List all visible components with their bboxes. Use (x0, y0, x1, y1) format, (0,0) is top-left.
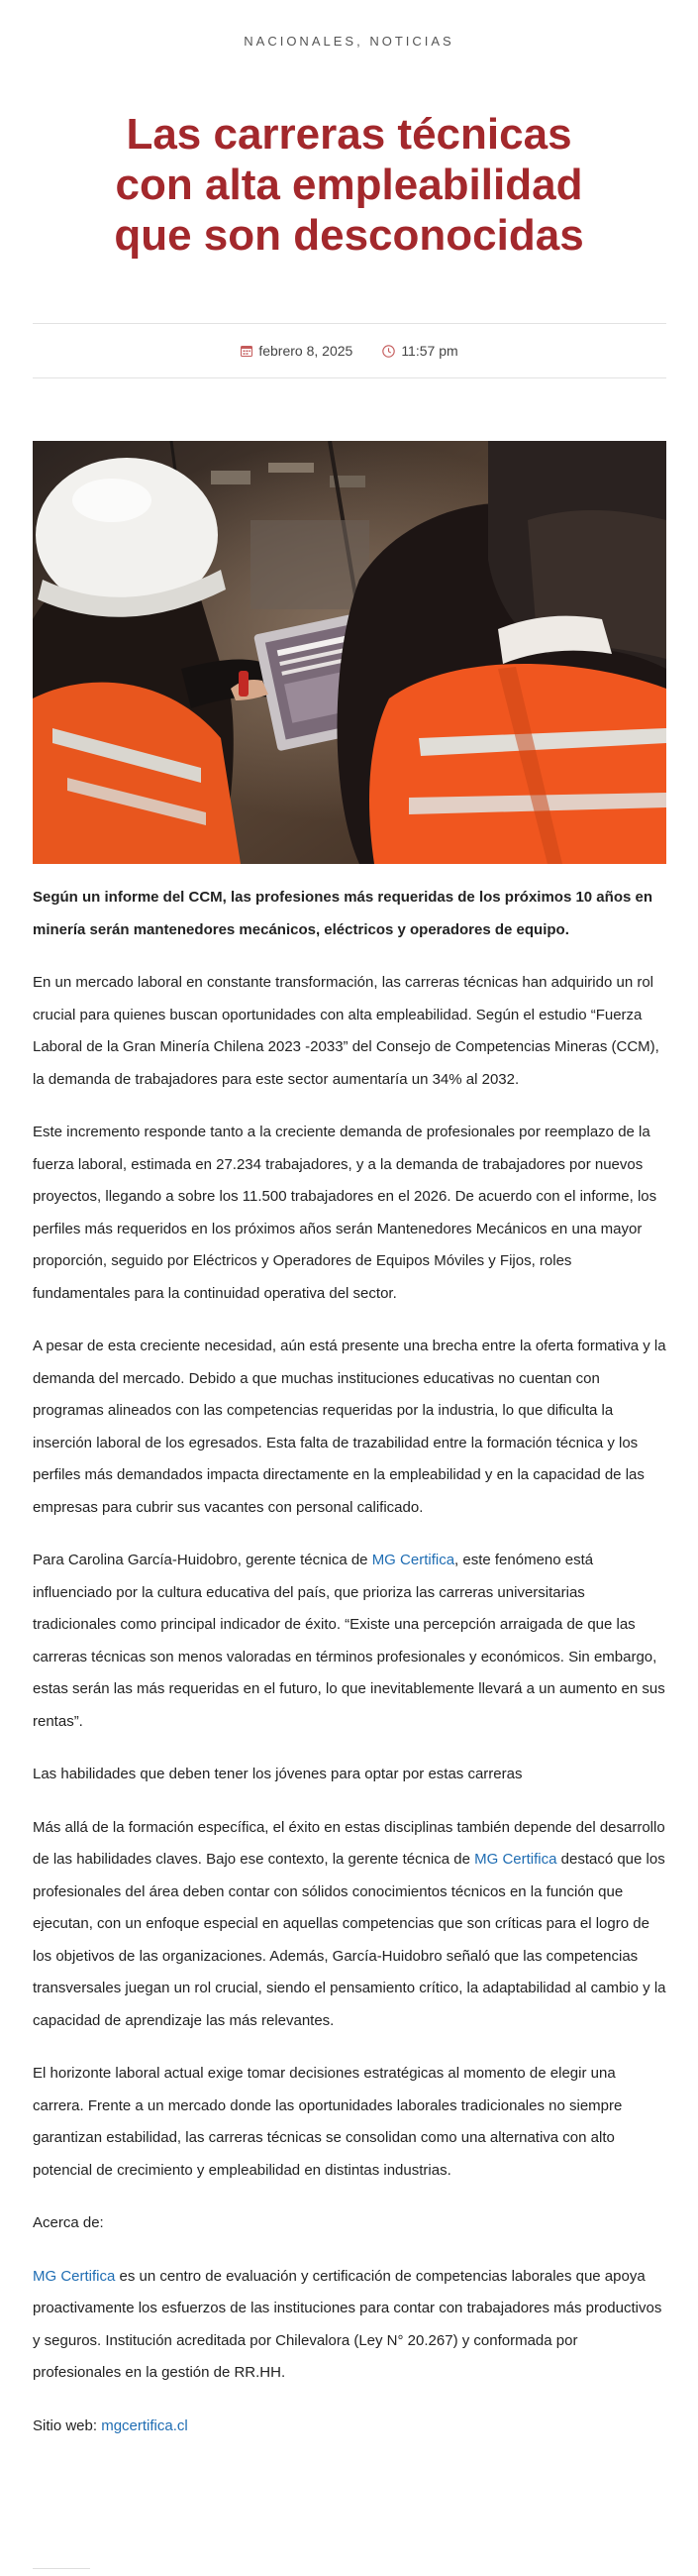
about-text: es un centro de evaluación y certificación de competencias laborales que apoya proactivamente los esfuerzos de las instituciones para contar con trabajadores más productivos y seguros. Institución acreditada por Chilevalora (Ley N° 20.267) y conformada por profesionales en la gestión de RR.HH. (33, 2267, 662, 2381)
article-body (33, 882, 666, 2463)
hero-image (33, 441, 666, 864)
calendar-icon (241, 345, 252, 357)
paragraph-4 (33, 1545, 666, 1738)
paragraph-5-text-b: destacó que los profesionales del área deben contar con sólidos conocimientos técnicos en la función que ejecutan, con un enfoque especial en aquellas competencias que son críticas para el logro de los objetivos de las organizaciones. Además, García-Huidobro señaló que las competencias transversales juegan un rol crucial, siendo el pensamiento crítico, la adaptabilidad al cambio y la capacidad de aprendizaje las más relevantes. (33, 1851, 666, 2029)
paragraph-6: El horizonte laboral actual exige tomar decisiones estratégicas al momento de elegir una carrera. Frente a un mercado donde las oportunidades laborales tradicionales no siempre garantizan estabilidad, las carreras técnicas se consolidan como una alternativa con alto potencial de crecimiento y empleabilidad en distintas industrias. (33, 2065, 623, 2179)
category-list (0, 34, 698, 49)
category-link-nacionales[interactable]: NACIONALES (244, 34, 357, 49)
mg-certifica-link-2[interactable]: MG Certifica (474, 1851, 557, 1868)
section-subheading: Las habilidades que deben tener los jóvenes para optar por estas carreras (33, 1766, 523, 1782)
article-lead: Según un informe del CCM, las profesiones más requeridas de los próximos 10 años en minería serán mantenedores mecánicos, eléctricos y operadores de equipo. (33, 889, 652, 938)
website-link[interactable]: mgcertifica.cl (101, 2416, 188, 2434)
post-time (382, 343, 457, 359)
footer-divider (33, 2568, 90, 2569)
post-meta (33, 323, 666, 378)
website-label: Sitio web: (33, 2416, 102, 2434)
about-paragraph (33, 2261, 666, 2390)
about-label: Acerca de: (33, 2214, 104, 2231)
category-link-noticias[interactable]: NOTICIAS (369, 34, 454, 49)
post-time-text: 11:57 pm (401, 343, 458, 359)
paragraph-1: En un mercado laboral en constante transformación, las carreras técnicas han adquirido un rol crucial para quienes buscan oportunidades con alta empleabilidad. Según el estudio “Fuerza Laboral de la Gran Minería Chilena 2023 -2033” del Consejo de Competencias Mineras (CCM), la demanda de trabajadores para este sector aumentaría un 34% al 2032. (33, 974, 659, 1088)
title-line-1: Las carreras técnicas (126, 110, 572, 159)
mg-certifica-link-3[interactable]: MG Certifica (33, 2267, 116, 2285)
paragraph-4-text-a: Para Carolina García-Huidobro, gerente técnica de (33, 1552, 372, 1568)
paragraph-2: Este incremento responde tanto a la creciente demanda de profesionales por reemplazo de la fuerza laboral, estimada en 27.234 trabajadores, y a la demanda de trabajadores por nuevos proyectos, llegando a sobre los 11.500 trabajadores en el 2026. De acuerdo con el informe, los perfiles más requeridos en los próximos años serán Mantenedores Mecánicos en una mayor proporción, seguido por Eléctricos y Operadores de Equipos Móviles y Fijos, roles fundamentales para la continuidad operativa del sector. (33, 1124, 657, 1302)
website-line (33, 2411, 666, 2443)
paragraph-5 (33, 1812, 666, 2038)
title-line-3: que son desconocidas (114, 211, 584, 260)
hero-illustration (33, 441, 666, 864)
article-title (79, 109, 619, 261)
post-date-text: febrero 8, 2025 (258, 343, 353, 359)
paragraph-4-text-b: , este fenómeno está influenciado por la cultura educativa del país, que prioriza las carreras universitarias tradicionales como principal indicador de éxito. “Existe una percepción arraigada de que las carreras técnicas son menos valoradas en términos profesionales y económicos. Sin embargo, estas serán las más requeridas en el futuro, lo que inevitablemente llevará a un aumento en sus rentas”. (33, 1552, 665, 1730)
category-separator: , (356, 34, 370, 49)
post-date (241, 343, 352, 359)
paragraph-3: A pesar de esta creciente necesidad, aún está presente una brecha entre la oferta formativa y la demanda del mercado. Debido a que muchas instituciones educativas no cuentan con programas alineados con las competencias requeridas por la industria, lo que dificulta la inserción laboral de los egresados. Esta falta de trazabilidad entre la formación técnica y los perfiles más demandados impacta directamente en la empleabilidad y en la capacidad de las empresas para cubrir sus vacantes con personal calificado. (33, 1338, 666, 1516)
mg-certifica-link-1[interactable]: MG Certifica (371, 1552, 455, 1568)
title-line-2: con alta empleabilidad (115, 161, 583, 209)
clock-icon (382, 345, 395, 358)
paragraph-5-text-a: Más allá de la formación específica, el éxito en estas disciplinas también depende del desarrollo de las habilidades claves. Bajo ese contexto, la gerente técnica de (33, 1818, 665, 1868)
